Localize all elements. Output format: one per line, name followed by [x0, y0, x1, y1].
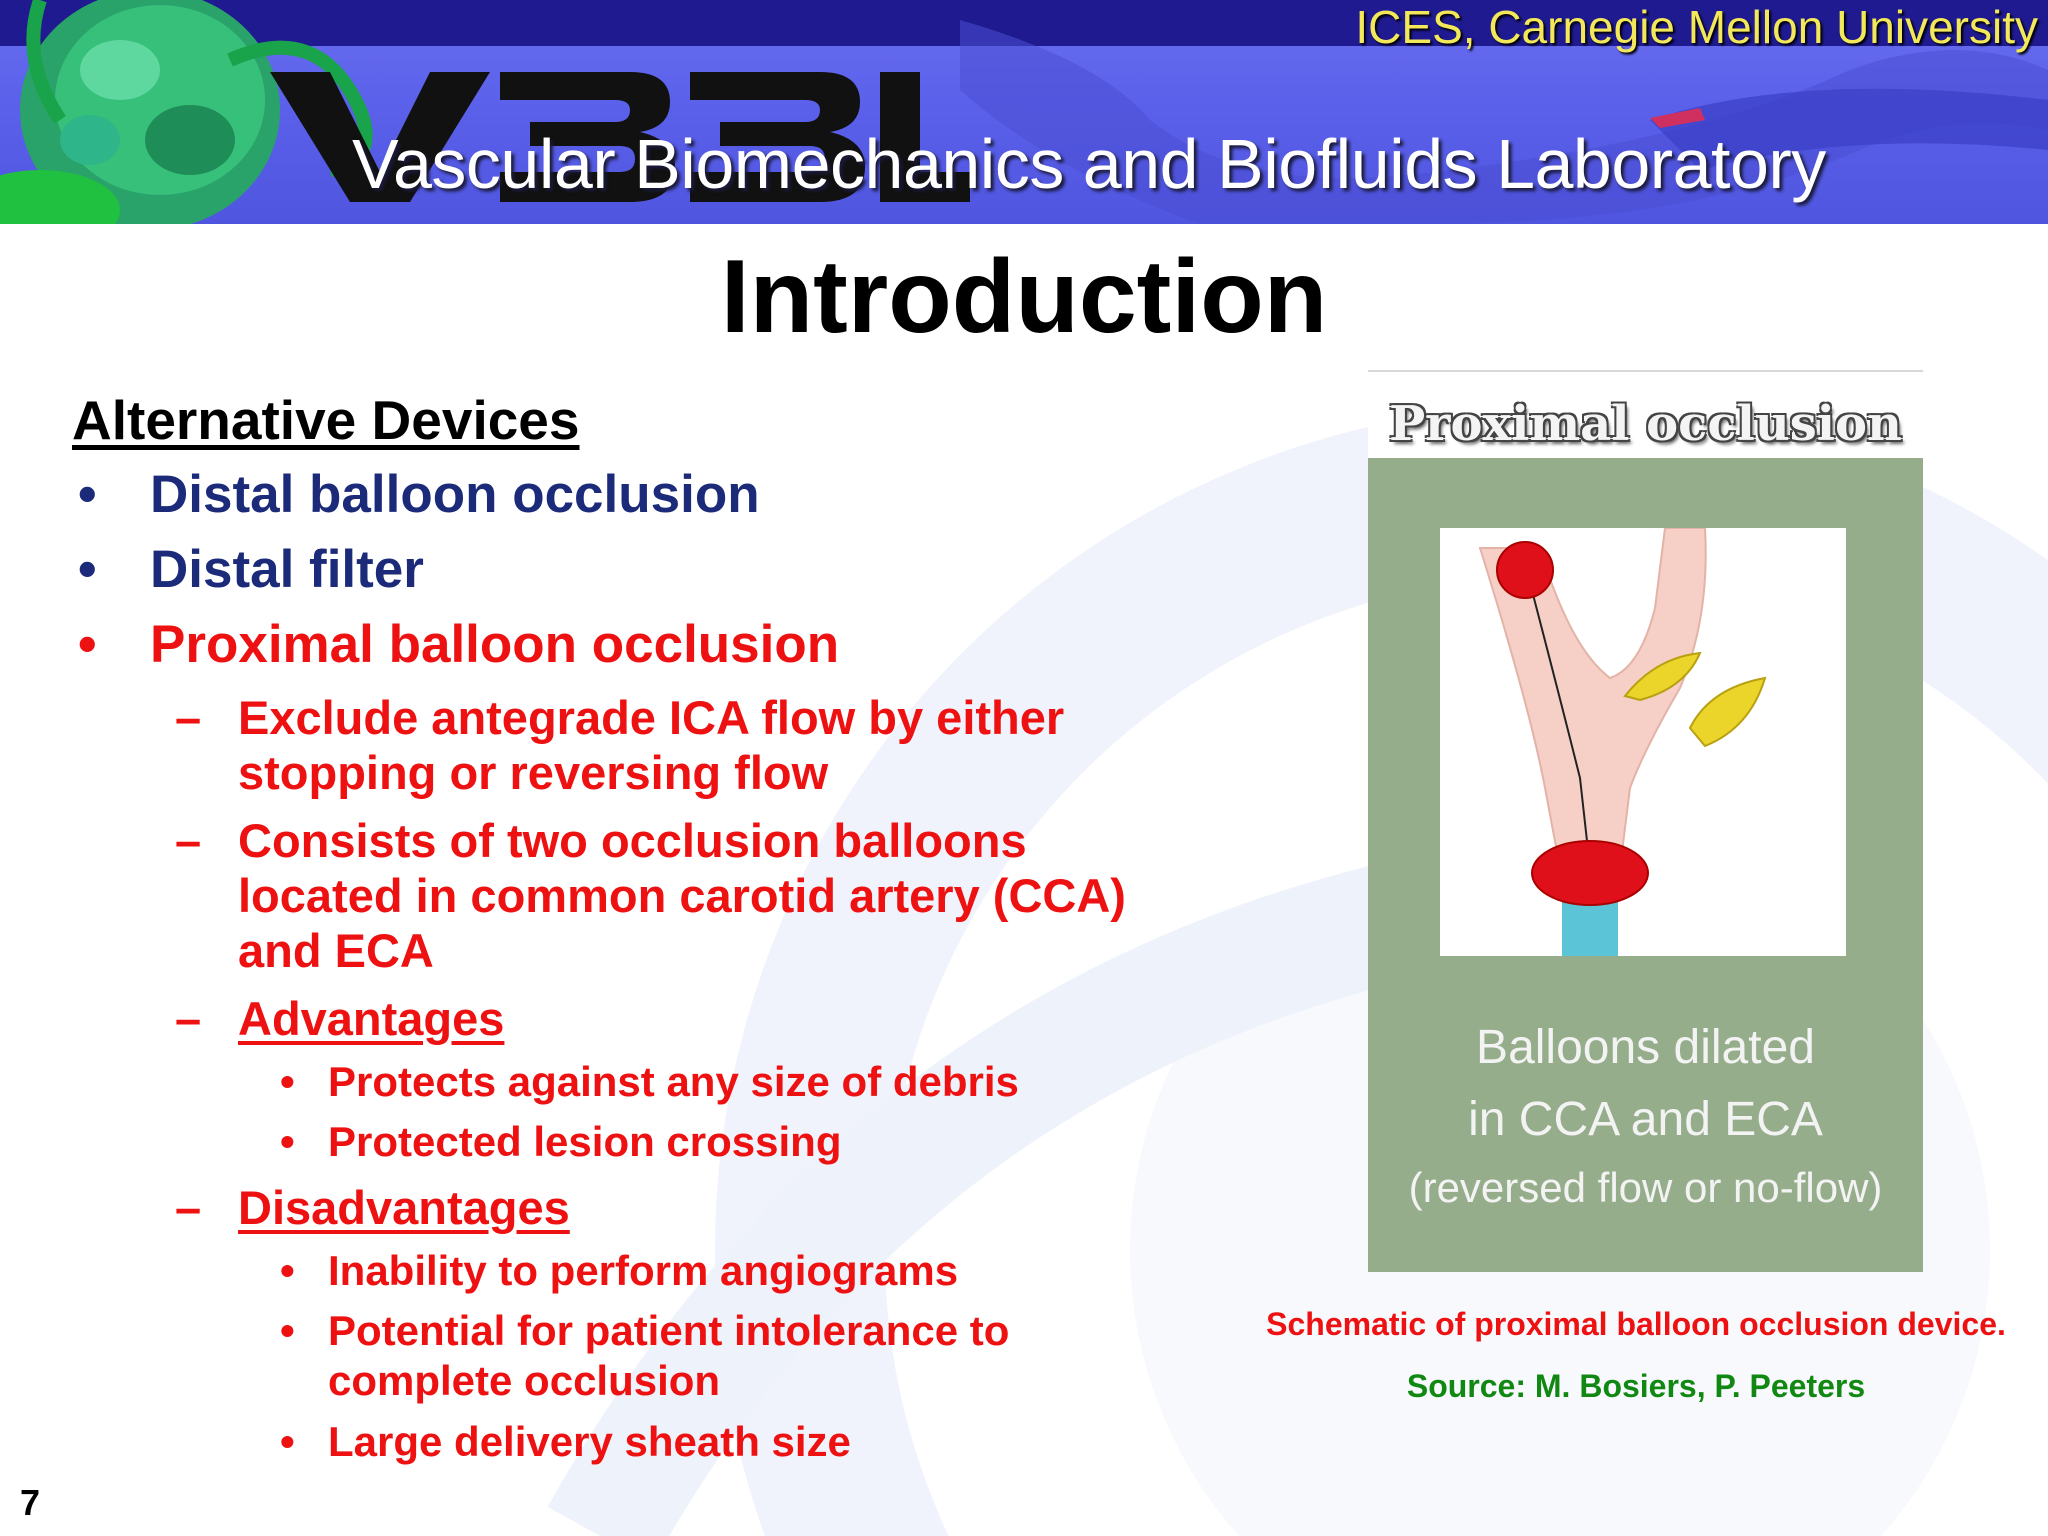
- bullet-mark: •: [78, 615, 97, 674]
- university-name: ICES, Carnegie Mellon University: [1355, 1, 2038, 53]
- figure-source: Source: M. Bosiers, P. Peeters: [1406, 1368, 1866, 1404]
- figure-description: Schematic of proximal balloon occlusion device.: [1266, 1306, 2006, 1342]
- artery-schematic: [1440, 528, 1846, 956]
- advantages-heading: Advantages: [238, 992, 505, 1045]
- figure-header: Proximal occlusion: [1368, 376, 1923, 458]
- disadvantages-heading: Disadvantages: [238, 1181, 570, 1234]
- advantage-text: Protects against any size of debris: [328, 1058, 1019, 1105]
- bullet-mark: •: [78, 465, 97, 524]
- section-heading: Alternative Devices: [72, 389, 580, 451]
- disadvantage-item: [280, 1418, 851, 1466]
- dash-mark: –: [175, 1181, 202, 1234]
- bullet-mark: •: [280, 1118, 295, 1165]
- disadvantage-text: Inability to perform angiograms: [328, 1247, 959, 1294]
- slide-title: Introduction: [720, 239, 1328, 355]
- sub-item-continuation: located in common carotid artery (CCA): [238, 869, 1126, 922]
- page-number: 7: [20, 1482, 41, 1523]
- figure-caption-line: (reversed flow or no-flow): [1408, 1164, 1883, 1211]
- bullet-mark: •: [78, 540, 97, 599]
- dash-mark: –: [175, 992, 202, 1045]
- advantage-item: [280, 1058, 1019, 1106]
- schematic-figure: [1368, 370, 1923, 1272]
- figure-divider: [1368, 370, 1923, 372]
- sub-item-continuation: stopping or reversing flow: [238, 746, 829, 799]
- figure-caption-line: Balloons dilated: [1476, 1021, 1815, 1074]
- lab-name: Vascular Biomechanics and Biofluids Laboratory: [352, 125, 1826, 203]
- figure-panel: [1368, 458, 1923, 1272]
- sub-item-text: Exclude antegrade ICA flow by either: [238, 691, 1065, 744]
- sub-item: [175, 690, 1065, 745]
- bullet-item: [78, 539, 424, 600]
- bullet-item: [78, 464, 760, 525]
- dash-mark: –: [175, 691, 202, 744]
- bullet-mark: •: [280, 1058, 295, 1105]
- disadvantage-text: Large delivery sheath size: [328, 1418, 851, 1465]
- disadvantage-item: [280, 1307, 1010, 1355]
- bullet-text: Distal balloon occlusion: [150, 465, 760, 524]
- sub-item: [175, 991, 505, 1046]
- bullet-mark: •: [280, 1247, 295, 1294]
- advantage-item: [280, 1118, 842, 1166]
- disadvantage-item: [280, 1247, 959, 1295]
- sub-item: [175, 1180, 570, 1235]
- bullet-item: [78, 614, 840, 675]
- figure-caption-line: in CCA and ECA: [1468, 1093, 1823, 1146]
- bullet-text: Distal filter: [150, 540, 424, 599]
- bullet-mark: •: [280, 1418, 295, 1465]
- sub-item-continuation: and ECA: [238, 924, 434, 977]
- sub-item: [175, 813, 1027, 868]
- bullet-mark: •: [280, 1307, 295, 1354]
- bullet-text: Proximal balloon occlusion: [150, 615, 840, 674]
- advantage-text: Protected lesion crossing: [328, 1118, 842, 1165]
- disadvantage-text: Potential for patient intolerance to: [328, 1307, 1010, 1354]
- sub-item-text: Consists of two occlusion balloons: [238, 814, 1027, 867]
- dash-mark: –: [175, 814, 202, 867]
- disadvantage-continuation: complete occlusion: [328, 1357, 721, 1404]
